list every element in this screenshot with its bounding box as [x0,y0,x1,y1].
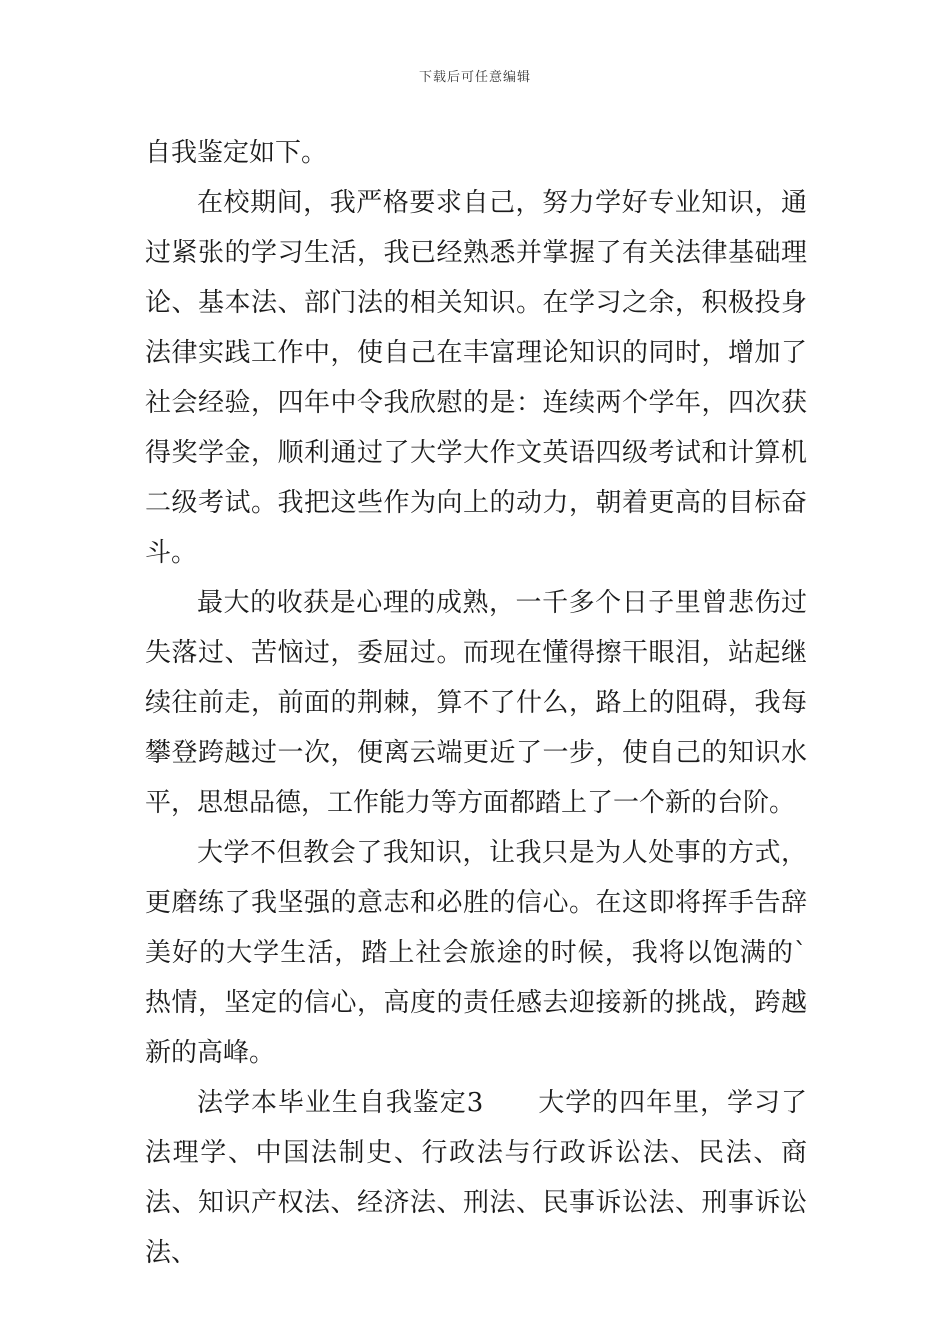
paragraph: 自我鉴定如下。 [145,138,328,168]
paragraph: 大学不但教会了我知识，让我只是为人处事的方式，更磨练了我坚强的意志和必胜的信心。在这即将挥手告辞美好的大学生活，踏上社会旅途的时候，我将以饱满的`热情，坚定的信心，高度的责任感去迎接新的挑战，跨越新的高峰。 [145,838,807,1068]
paragraph: 法学本毕业生自我鉴定3 大学的四年里，学习了法理学、中国法制史、行政法与行政诉讼法、民法、商法、知识产权法、经济法、刑法、民事诉讼法、刑事诉讼法、 [145,1088,807,1268]
paragraph: 在校期间，我严格要求自己，努力学好专业知识，通过紧张的学习生活，我已经熟悉并掌握了有关法律基础理论、基本法、部门法的相关知识。在学习之余，积极投身法律实践工作中，使自己在丰富理论知识的同时，增加了社会经验，四年中令我欣慰的是：连续两个学年，四次获得奖学金，顺利通过了大学大作文英语四级考试和计算机二级考试。我把这些作为向上的动力，朝着更高的目标奋斗。 [145,188,807,568]
header-note: 下载后可任意编辑 [418,70,531,85]
document-body [145,128,807,1278]
paragraph: 最大的收获是心理的成熟，一千多个日子里曾悲伤过失落过、苦恼过，委屈过。而现在懂得擦干眼泪，站起继续往前走，前面的荆棘，算不了什么，路上的阻碍，我每攀登跨越过一次，便离云端更近了一步，使自己的知识水平，思想品德，工作能力等方面都踏上了一个新的台阶。 [145,588,807,818]
